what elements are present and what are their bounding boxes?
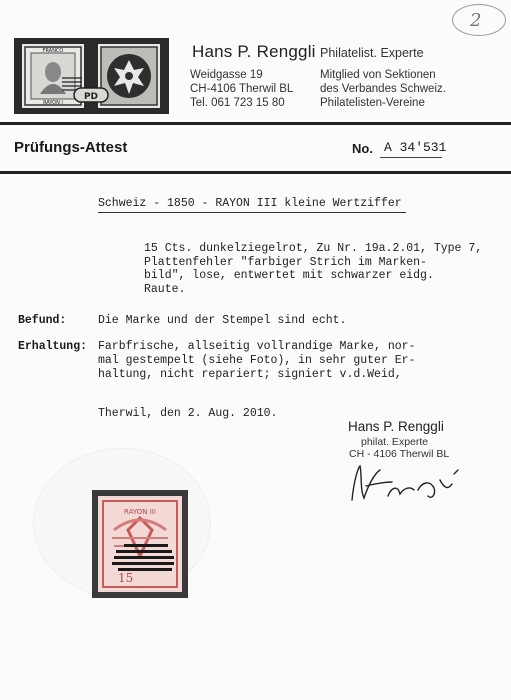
certificate-title: Prüfungs-Attest [14,139,128,156]
membership-line-2: des Verbandes Schweiz. [320,83,446,95]
erhaltung-line: mal gestempelt (siehe Foto), in sehr guter Er- [98,354,416,367]
signature-stamp-title: philat. Experte [361,436,429,448]
handwritten-number [468,6,498,32]
expert-title: Philatelist. Experte [320,46,424,60]
description-line: Plattenfehler "farbiger Strich im Marken- [144,255,427,269]
signature-stamp-name: Hans P. Renggli [348,419,444,434]
letterhead-logo [14,38,169,114]
svg-text:RAYON III: RAYON III [124,508,156,516]
description-line: 15 Cts. dunkelziegelrot, Zu Nr. 19a.2.01, Type 7, [144,242,483,255]
erhaltung-line: Farbfrische, allseitig vollrandige Marke, nor- [98,340,416,353]
stamp-subject: Schweiz - 1850 - RAYON III kleine Wertziffer [98,197,402,210]
description-line: Raute. [144,282,186,296]
svg-text:RAYON I: RAYON I [43,100,63,106]
description-line: bild", lose, entwertet mit schwarzer eidg. [144,269,434,282]
address-line-city: CH-4106 Therwil BL [190,83,294,95]
place-and-date: Therwil, den 2. Aug. 2010. [98,407,278,420]
overprint-stamp-mark [72,80,112,110]
befund-label: Befund: [18,314,67,327]
stamp-description [144,242,482,296]
subject-underline [98,212,406,213]
certificate-no-label: No. [352,141,373,156]
svg-text:15: 15 [118,571,134,585]
erhaltung-text [98,340,415,382]
membership-line-1: Mitglied von Sektionen [320,69,436,81]
erhaltung-line: haltung, nicht repariert; signiert v.d.Weid, [98,368,402,381]
header-rule-top [0,122,511,125]
address-line-street: Weidgasse 19 [190,69,263,81]
befund-text: Die Marke und der Stempel sind echt. [98,314,347,327]
header-rule-bottom [0,171,511,174]
stamp-photo [92,490,188,598]
svg-text:FRANCO: FRANCO [42,48,64,54]
signature-stamp-address: CH - 4106 Therwil BL [349,448,450,460]
certificate-number: A 34'531 [384,140,447,155]
erhaltung-label: Erhaltung: [18,340,88,353]
expert-name: Hans P. Renggli [192,42,316,61]
certificate-number-underline [380,157,442,158]
membership-line-3: Philatelisten-Vereine [320,97,425,109]
svg-text:PD: PD [83,92,99,102]
membership-info [320,68,446,110]
address-line-phone: Tel. 061 723 15 80 [190,97,285,109]
handwritten-signature [340,460,470,506]
expert-address [190,68,293,110]
svg-text:2: 2 [470,10,482,31]
